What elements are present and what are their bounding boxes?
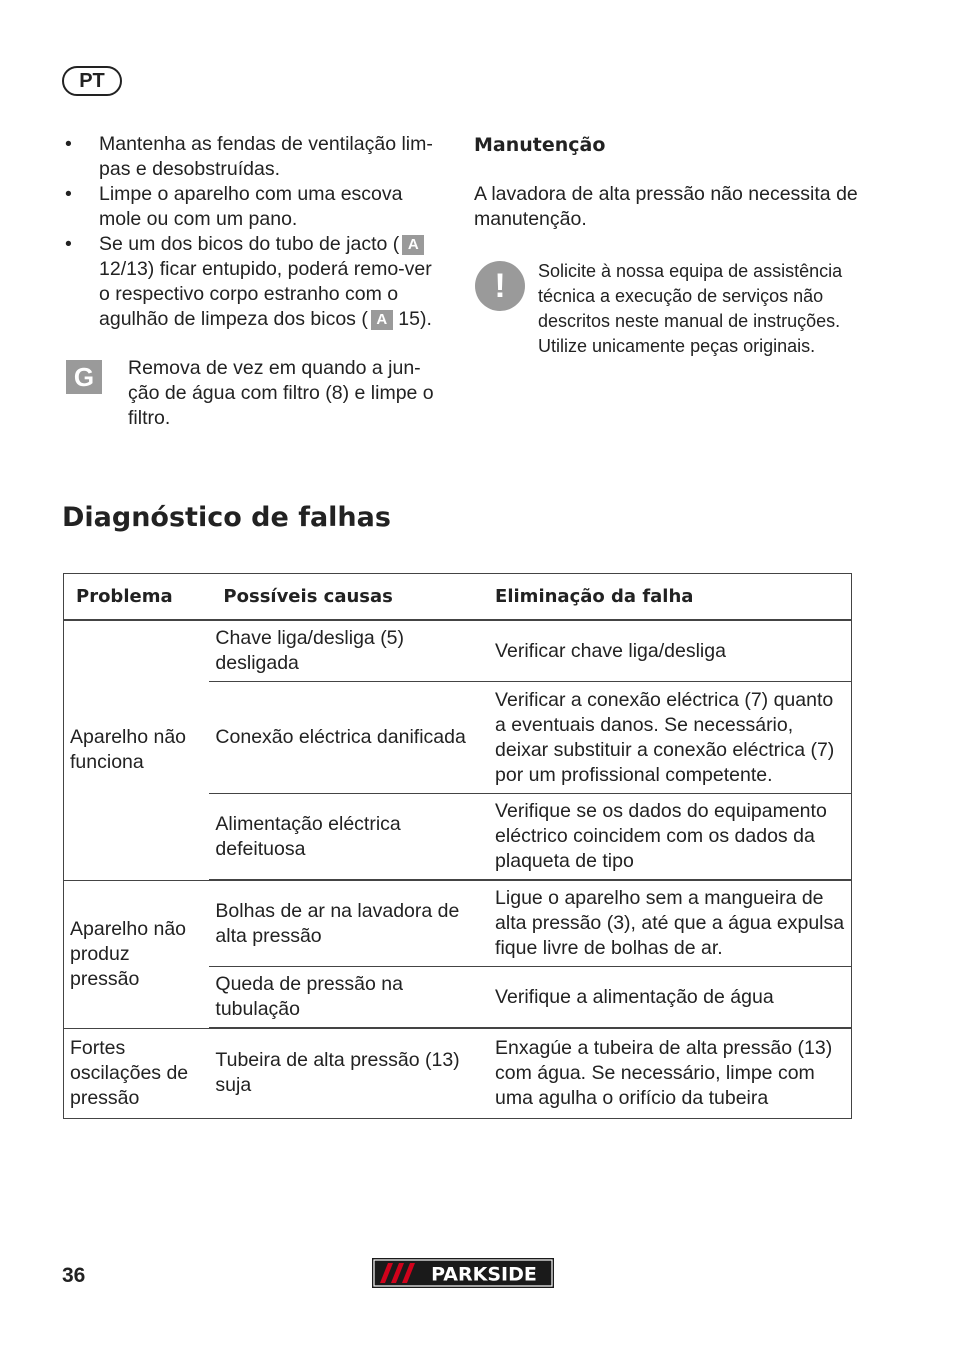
step-text: Remova de vez em quando a jun-ção de água com filtro (8) e limpe o filtro. [128, 357, 434, 429]
table-row [64, 620, 852, 682]
figure-ref-badge: A [371, 310, 393, 330]
fix-cell: Enxagúe a tubeira de alta pressão (13) com água. Se necessário, limpe com uma agulha o orifício da tubeira [483, 1028, 851, 1118]
list-item: • Se um dos bicos do tubo de jacto ( A 12/13) ficar entupido, poderá remo-ver o respectivo corpo estranho com o agulhão de limpeza dos bicos ( A 15). [65, 233, 432, 330]
right-column [474, 132, 864, 359]
cause-cell: Queda de pressão na tubulação [209, 967, 483, 1029]
bullet-text: Mantenha as fendas de ventilação lim-pas e desobstruídas. [99, 133, 433, 180]
column-header: Possíveis causas [209, 574, 483, 621]
warning-note [474, 259, 864, 359]
column-header: Eliminação da falha [483, 574, 851, 621]
column-header: Problema [64, 574, 210, 621]
bullet-text: Se um dos bicos do tubo de jacto ( [99, 233, 400, 255]
fix-cell: Verifique se os dados do equipamento eléctrico coincidem com os dados da plaqueta de tipo [483, 794, 851, 881]
problem-cell: Aparelho não funciona [64, 620, 210, 880]
fix-cell: Verifique a alimentação de água [483, 967, 851, 1029]
maintenance-heading: Manutenção [474, 134, 606, 156]
fix-cell: Ligue o aparelho sem a mangueira de alta pressão (3), até que a água expulsa fique livre de bolhas de ar. [483, 880, 851, 967]
table-row [64, 880, 852, 967]
figure-step [62, 356, 447, 431]
cleaning-bullet-list [62, 132, 447, 332]
figure-ref-badge: G [66, 360, 102, 394]
cause-cell: Conexão eléctrica danificada [209, 682, 483, 794]
exclamation-icon: ! [475, 261, 525, 311]
bullet-text: Limpe o aparelho com uma escova mole ou com um pano. [99, 183, 403, 230]
cause-cell: Bolhas de ar na lavadora de alta pressão [209, 880, 483, 967]
table-header-row [64, 574, 852, 621]
fix-cell: Verificar chave liga/desliga [483, 620, 851, 682]
table-row [64, 1028, 852, 1118]
problem-cell: Fortes oscilações de pressão [64, 1028, 210, 1118]
language-badge: PT [62, 66, 122, 96]
bullet-text: 15). [392, 308, 432, 330]
note-text: Solicite à nossa equipa de assistência técnica a execução de serviços não descritos neste manual de instruções. Utilize unicamente peças originais. [538, 261, 843, 356]
figure-ref-badge: A [402, 235, 424, 255]
page-number: 36 [62, 1264, 86, 1287]
fix-cell: Verificar a conexão eléctrica (7) quanto a eventuais danos. Se necessário, deixar substituir a conexão eléctrica (7) por um profissional competente. [483, 682, 851, 794]
list-item: • Mantenha as fendas de ventilação lim-pas e desobstruídas. [65, 133, 433, 180]
page-title: Diagnóstico de falhas [62, 502, 391, 533]
cause-cell: Alimentação eléctrica defeituosa [209, 794, 483, 881]
logo-text: PARKSIDE [431, 1263, 537, 1286]
parkside-logo [372, 1258, 554, 1288]
maintenance-paragraph: A lavadora de alta pressão não necessita de manutenção. [474, 183, 858, 230]
cause-cell: Tubeira de alta pressão (13) suja [209, 1028, 483, 1118]
cause-cell: Chave liga/desliga (5) desligada [209, 620, 483, 682]
troubleshooting-table [63, 573, 852, 1119]
left-column [62, 132, 447, 431]
bullet-text: 12/13) ficar entupido, poderá remo-ver o respectivo corpo estranho com o agulhão de limpeza dos bicos ( [99, 258, 432, 330]
list-item: • Limpe o aparelho com uma escova mole ou com um pano. [65, 183, 403, 230]
problem-cell: Aparelho não produz pressão [64, 880, 210, 1028]
